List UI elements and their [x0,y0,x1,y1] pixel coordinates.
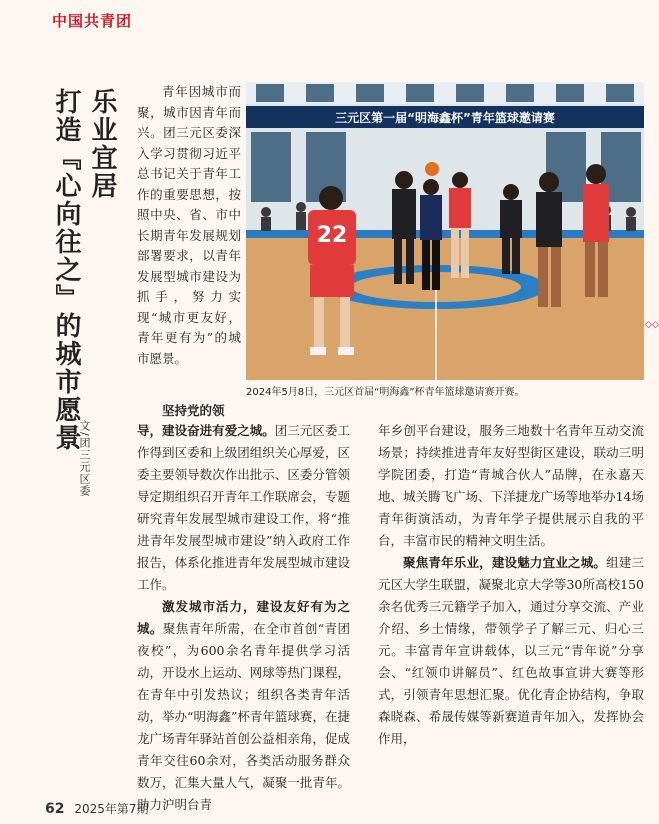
intro-column [137,82,241,369]
author-credit: 文/团三元区委 [78,420,91,497]
section3-heading: 聚焦青年乐业，建设魅力宜业之城。 [403,555,607,570]
article-title-line2: 打造『心向往之』的城市愿景 [51,88,81,452]
section1-lead [137,400,350,422]
section3-paragraph [378,552,644,750]
left-column [137,403,350,816]
page-number: 62 [45,801,65,817]
section2-body: 聚焦青年所需，在全市首创“青团夜校”，为600余名青年提供学习活动，开设水上运动、网球等热门课程，在青年中引发热议；组织各类青年活动，举办“明海鑫”杯青年篮球赛，在捷龙广场青年驿站首创公益相亲角，促成青年交往60余对，各类活动服务群众数万，汇集大量人气，凝聚一批青年。助力沪明台青 [137,621,350,812]
article-title-line1: 乐业宜居 [87,88,117,200]
right-column [378,420,644,750]
masthead-logo: 中国共青团 [52,12,133,30]
banner-text: 三元区第一届“明海鑫杯”青年篮球邀请赛 [335,111,555,125]
intro-paragraph: 青年因城市而聚，城市因青年而兴。团三元区委深入学习贯彻习近平总书记关于青年工作的重要思想，按照中央、省、市中长期青年发展规划部署要求，以青年发展型城市建设为抓手，努力实现“城市更友好，青年更有为”的城市愿景。 [137,84,241,366]
page-footer [45,800,149,817]
section2-paragraph [137,596,350,816]
basketball-photo [246,82,644,380]
section1-body: 团三元区委工作得到区委和上级团组织关心厚爱，区委主要领导数次作出批示、区委分管领导定期组织召开青年工作联席会，专题研究青年发展型城市建设工作，将“推进青年发展型城市建设”纳入政府工作报告，体系化推进青年发展型城市建设工作。 [137,423,350,592]
section2-heading: 激发城市活力，建设友好有为之城。 [137,599,350,636]
section1-paragraph [137,420,350,596]
photo-illustration [246,82,644,380]
right-paragraph-1: 年乡创平台建设，服务三地数十名青年互动交流场景；持续推进青年友好型街区建设，联动三明学院团委，打造“青城合伙人”品牌，在永嘉天地、城关腾飞广场、下洋捷龙广场等地举办14场青年街演活动，为青年学子提供展示自我的平台，丰富市民的精神文明生活。 [378,423,644,548]
section1-lead-text: 坚持党的领 [162,403,225,418]
photo-caption: 2024年5月8日，三元区首届“明海鑫”杯青年篮球邀请赛开赛。 [246,387,525,398]
section3-body: 组建三元区大学生联盟，凝聚北京大学等30所高校150余名优秀三元籍学子加入，通过分享交流、产业介绍、乡土情缘，带领学子了解三元、归心三元。丰富青年宣讲载体，以三元“青年说”分享会、“红领巾讲解员”、红色故事宣讲大赛等形式，引领青年思想汇聚。优化青企协结构，争取森晓森、希晟传媒等新赛道青年加入，发挥协会作用， [378,555,644,746]
section1-heading: 导，建设奋进有爱之城。 [137,423,275,438]
margin-marker-icon: ◇◇ [645,320,659,330]
issue-label: 2025年第7期 [74,802,149,816]
jersey-number: 22 [316,223,348,248]
